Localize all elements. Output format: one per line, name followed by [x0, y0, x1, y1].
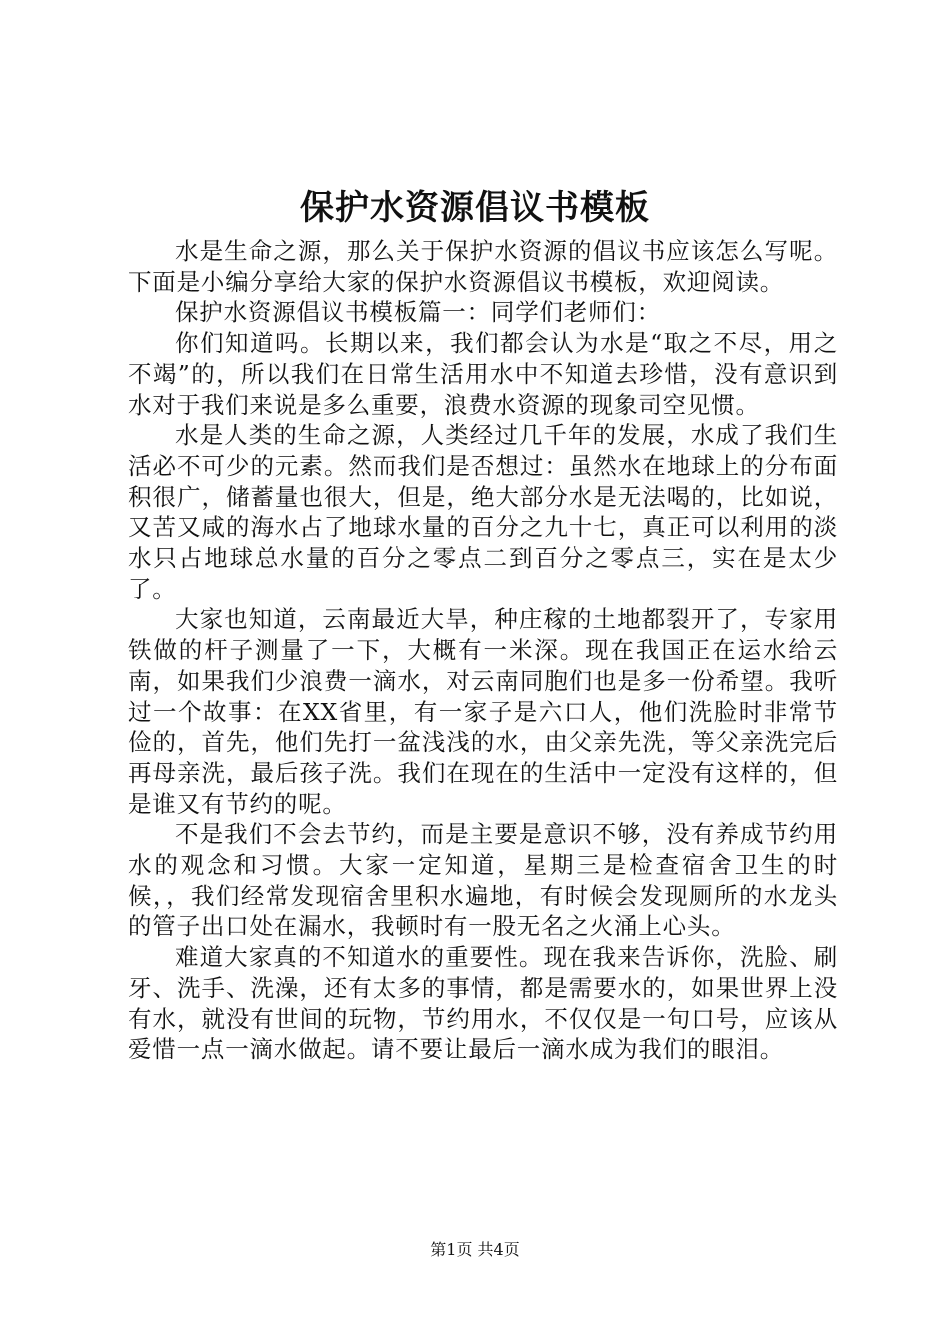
paragraph-heading: 保护水资源倡议书模板篇一：同学们老师们：: [175, 298, 661, 327]
document-body: [128, 236, 838, 1065]
paragraph: 水是人类的生命之源，人类经过几千年的发展，水成了我们生活必不可少的元素。然而我们是否想过：虽然水在地球上的分布面积很广，储蓄量也很大，但是，绝大部分水是无法喝的，比如说，又苦又咸的海水占了地球水量的百分之九十七，真正可以利用的淡水只占地球总水量的百分之零点二到百分之零点三，实在是太少了。: [128, 421, 838, 603]
document-title: 保护水资源倡议书模板: [300, 188, 650, 228]
page-footer: 第1页 共4页: [430, 1240, 520, 1259]
paragraph: 难道大家真的不知道水的重要性。现在我来告诉你，洗脸、刷牙、洗手、洗澡，还有太多的事情，都是需要水的，如果世界上没有水，就没有世间的玩物，节约用水，不仅仅是一句口号，应该从爱惜一点一滴水做起。请不要让最后一滴水成为我们的眼泪。: [128, 943, 838, 1064]
paragraph: 你们知道吗。长期以来，我们都会认为水是“取之不尽，用之不竭”的，所以我们在日常生活用水中不知道去珍惜，没有意识到水对于我们来说是多么重要，浪费水资源的现象司空见惯。: [128, 329, 838, 419]
paragraph-intro: 水是生命之源，那么关于保护水资源的倡议书应该怎么写呢。下面是小编分享给大家的保护水资源倡议书模板，欢迎阅读。: [128, 237, 838, 296]
paragraph: 不是我们不会去节约，而是主要是意识不够，没有养成节约用水的观念和习惯。大家一定知道，星期三是检查宿舍卫生的时候，，我们经常发现宿舍里积水遍地，有时候会发现厕所的水龙头的管子出口处在漏水，我顿时有一股无名之火涌上心头。: [128, 820, 838, 941]
paragraph: 大家也知道，云南最近大旱，种庄稼的土地都裂开了，专家用铁做的杆子测量了一下，大概有一米深。现在我国正在运水给云南，如果我们少浪费一滴水，对云南同胞们也是多一份希望。我听过一个故事：在XX省里，有一家子是六口人，他们洗脸时非常节俭的，首先，他们先打一盆浅浅的水，由父亲先洗，等父亲洗完后再母亲洗，最后孩子洗。我们在现在的生活中一定没有这样的，但是谁又有节约的呢。: [128, 605, 838, 818]
